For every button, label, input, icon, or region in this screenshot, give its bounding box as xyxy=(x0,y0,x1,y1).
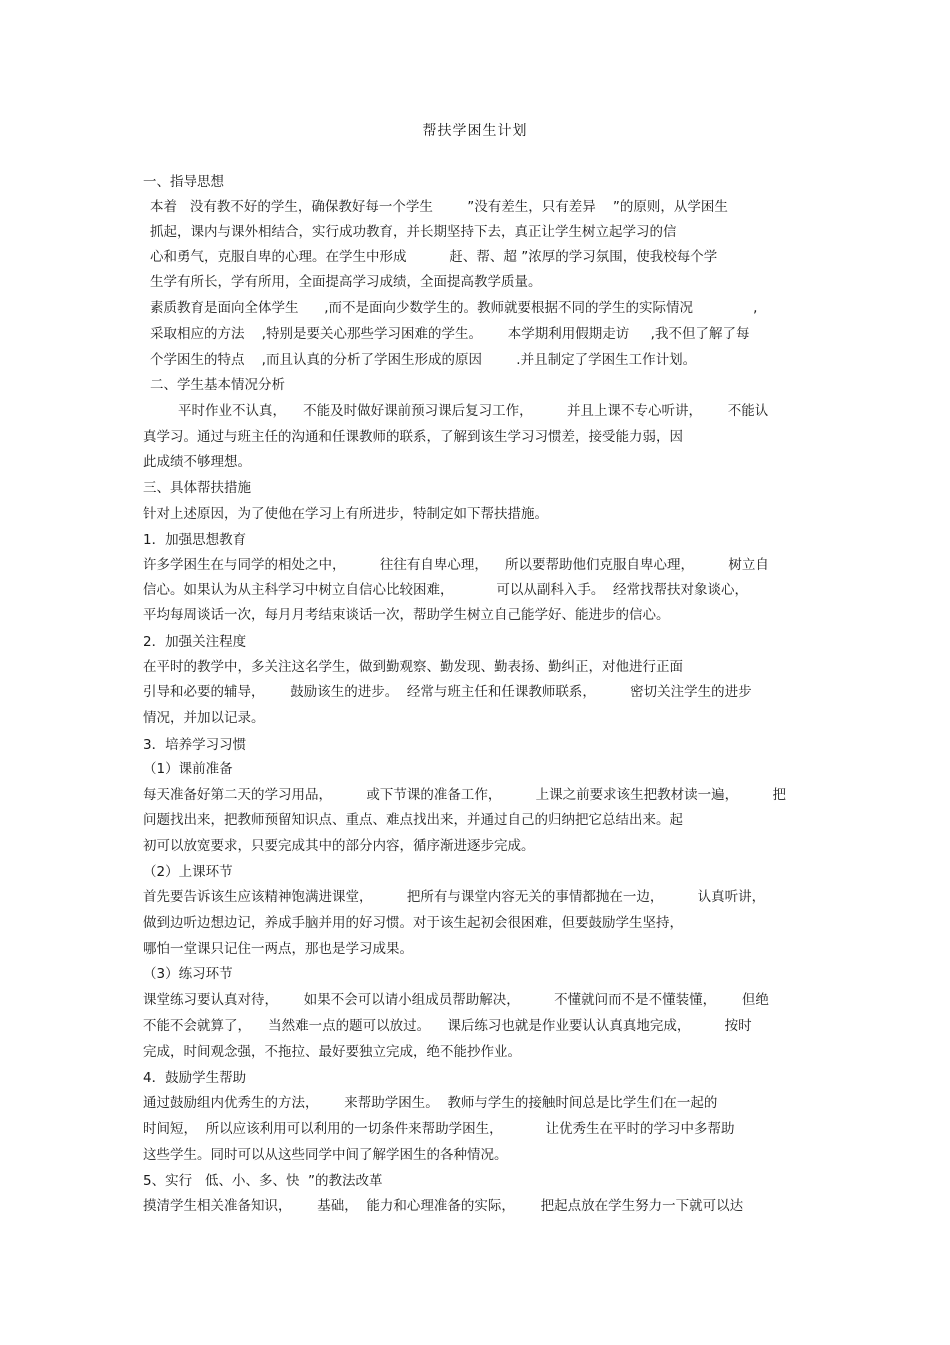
paragraph-line: 本着 没有教不好的学生，确保教好每一个学生 ”没有差生，只有差异 ”的原则，从学困生 xyxy=(150,199,728,215)
paragraph-line: 这些学生。同时可以从这些同学中间了解学困生的各种情况。 xyxy=(143,1147,508,1163)
paragraph-line: 此成绩不够理想。 xyxy=(143,454,251,470)
paragraph-line: 做到边听边想边记，养成手脑并用的好习惯。对于该生起初会很困难，但要鼓励学生坚持， xyxy=(143,915,683,931)
paragraph-line: 真学习。通过与班主任的沟通和任课教师的联系，了解到该生学习习惯差，接受能力弱，因 xyxy=(143,429,683,445)
paragraph-line: 采取相应的方法 ,特别是要关心那些学习困难的学生。 本学期利用假期走访 ,我不但了解了每 xyxy=(150,326,750,342)
subsection-heading: 5、实行 低、小、多、快 ”的教法改革 xyxy=(143,1173,383,1189)
paragraph-line: 摸清学生相关准备知识， 基础， 能力和心理准备的实际， 把起点放在学生努力一下就可以达 xyxy=(143,1198,744,1214)
subsection-heading: （1）课前准备 xyxy=(143,761,233,777)
paragraph-line: 个学困生的特点 ,而且认真的分析了学困生形成的原因 .并且制定了学困生工作计划。 xyxy=(150,352,697,368)
paragraph-line: 时间短， 所以应该利用可以利用的一切条件来帮助学困生， 让优秀生在平时的学习中多帮助 xyxy=(143,1121,735,1137)
paragraph-line: 通过鼓励组内优秀生的方法， 来帮助学困生。 教师与学生的接触时间总是比学生们在一起的 xyxy=(143,1095,718,1111)
subsection-heading: （2）上课环节 xyxy=(143,864,233,880)
section-heading-1: 一、指导思想 xyxy=(143,174,224,190)
paragraph-line: 抓起，课内与课外相结合，实行成功教育，并长期坚持下去，真正让学生树立起学习的信 xyxy=(150,224,677,240)
page-title: 帮扶学困生计划 xyxy=(422,123,528,139)
subsection-heading: 1．加强思想教育 xyxy=(143,532,247,548)
paragraph-line: 每天准备好第二天的学习用品， 或下节课的准备工作， 上课之前要求该生把教材读一遍， 把 xyxy=(143,787,786,803)
paragraph-line: 不能不会就算了， 当然难一点的题可以放过。 课后练习也就是作业要认认真真地完成， 按时 xyxy=(143,1018,752,1034)
paragraph-line: 平均每周谈话一次，每月月考结束谈话一次，帮助学生树立自己能学好、能进步的信心。 xyxy=(143,607,670,623)
paragraph-line: 初可以放宽要求，只要完成其中的部分内容，循序渐进逐步完成。 xyxy=(143,838,535,854)
paragraph-line: 信心。如果认为从主科学习中树立自信心比较困难， 可以从副科入手。 经常找帮扶对象谈心， xyxy=(143,582,748,598)
section-heading-2: 二、学生基本情况分析 xyxy=(150,377,285,393)
subsection-heading: 2．加强关注程度 xyxy=(143,634,247,650)
subsection-heading: （3）练习环节 xyxy=(143,966,233,982)
paragraph-line: 心和勇气，克服自卑的心理。在学生中形成 赶、帮、超 ”浓厚的学习氛围，使我校每个学 xyxy=(150,249,718,265)
paragraph-line: 许多学困生在与同学的相处之中， 往往有自卑心理， 所以要帮助他们克服自卑心理， 树立自 xyxy=(143,557,769,573)
paragraph-line: 完成，时间观念强，不拖拉、最好要独立完成，绝不能抄作业。 xyxy=(143,1044,521,1060)
section-heading-3: 三、具体帮扶措施 xyxy=(143,480,251,496)
paragraph-line: 生学有所长，学有所用，全面提高学习成绩，全面提高教学质量。 xyxy=(150,274,542,290)
subsection-heading: 4．鼓励学生帮助 xyxy=(143,1070,247,1086)
paragraph-line: 在平时的教学中，多关注这名学生，做到勤观察、勤发现、勤表扬、勤纠正，对他进行正面 xyxy=(143,659,683,675)
paragraph-line: 情况，并加以记录。 xyxy=(143,710,265,726)
paragraph-line: 首先要告诉该生应该精神饱满进课堂， 把所有与课堂内容无关的事情都抛在一边， 认真听讲， xyxy=(143,889,766,905)
paragraph-line: 引导和必要的辅导， 鼓励该生的进步。 经常与班主任和任课教师联系， 密切关注学生的进步 xyxy=(143,684,752,700)
paragraph-line: 哪怕一堂课只记住一两点，那也是学习成果。 xyxy=(143,941,413,957)
paragraph-line: 素质教育是面向全体学生 ,而不是面向少数学生的。教师就要根据不同的学生的实际情况 , xyxy=(150,300,758,316)
paragraph-line: 针对上述原因，为了使他在学习上有所进步，特制定如下帮扶措施。 xyxy=(143,506,548,522)
subsection-heading: 3．培养学习习惯 xyxy=(143,737,247,753)
paragraph-line: 平时作业不认真， 不能及时做好课前预习课后复习工作， 并且上课不专心听讲， 不能认 xyxy=(178,403,769,419)
paragraph-line: 问题找出来，把教师预留知识点、重点、难点找出来，并通过自己的归纳把它总结出来。起 xyxy=(143,812,683,828)
paragraph-line: 课堂练习要认真对待， 如果不会可以请小组成员帮助解决， 不懂就问而不是不懂装懂， 但绝 xyxy=(143,992,769,1008)
